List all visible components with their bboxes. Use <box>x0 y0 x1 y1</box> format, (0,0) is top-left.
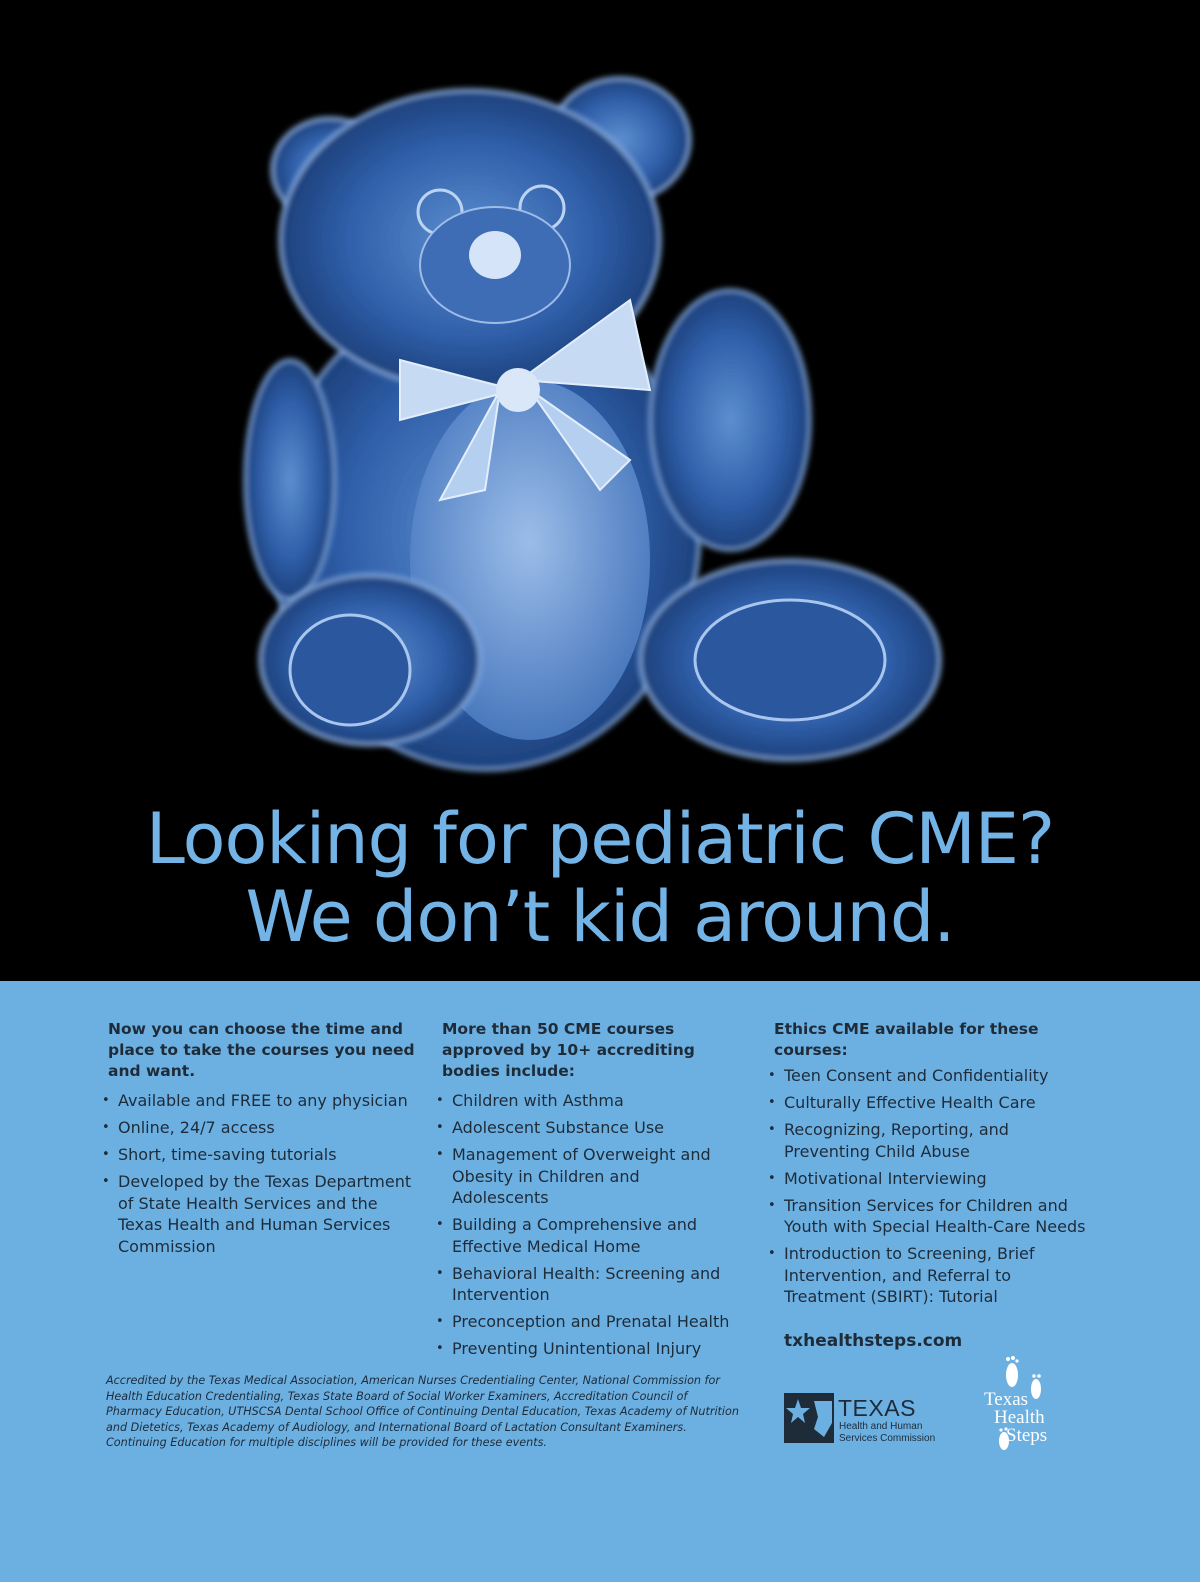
accreditation-text: Accredited by the Texas Medical Association, American Nurses Credentialing Center, National Commission for Health Education Credentialing, Texas State Board of Social Worker Examiners, Accreditation Council of Pharmacy Education, UTHSCSA Dental School Office of Continuing Dental Education, Texas Academy of Nutrition and Dietetics, Texas Academy of Audiology, and International Board of Lactation Consultant Examiners. Continuing Education for multiple disciplines will be provided for these events. <box>106 1374 739 1450</box>
list-item: • Online, 24/7 access <box>102 1117 422 1139</box>
column-heading: Ethics CME available for these courses: <box>774 1020 1039 1059</box>
hhs-logo-name: TEXAS <box>838 1395 916 1421</box>
headline <box>0 800 1200 956</box>
headline-line-1: Looking for pediatric CME? <box>145 798 1055 880</box>
website-link[interactable]: txhealthsteps.com <box>784 1331 963 1351</box>
list-item: • Short, time-saving tutorials <box>102 1144 422 1166</box>
list-item: • Introduction to Screening, Brief Intervention, and Referral to Treatment (SBIRT): Tutorial <box>768 1243 1088 1308</box>
benefits-list <box>102 1090 422 1257</box>
info-section <box>0 981 1200 1582</box>
texas-health-steps-logo <box>984 1353 1070 1453</box>
list-item: • Adolescent Substance Use <box>436 1117 736 1139</box>
list-item: • Building a Comprehensive and Effective Medical Home <box>436 1214 736 1257</box>
list-item: • Culturally Effective Health Care <box>768 1092 1088 1114</box>
column-heading: More than 50 CME courses approved by 10+ accrediting bodies include: <box>442 1020 695 1080</box>
list-item: • Motivational Interviewing <box>768 1168 1088 1190</box>
ethics-list <box>768 1065 1088 1308</box>
courses-list <box>436 1090 736 1360</box>
list-item: • Recognizing, Reporting, and Preventing Child Abuse <box>768 1119 1088 1162</box>
ths-logo-line-2: Health <box>994 1407 1045 1428</box>
column-heading: Now you can choose the time and place to take the courses you need and want. <box>108 1020 415 1080</box>
ths-logo-text <box>984 1391 1070 1445</box>
hhs-logo-sub-line-2: Services Commission <box>839 1433 936 1444</box>
list-item: • Transition Services for Children and Youth with Special Health-Care Needs <box>768 1195 1088 1238</box>
ths-logo-line-1: Texas <box>984 1389 1029 1410</box>
list-item: • Teen Consent and Confidentiality <box>768 1065 1088 1087</box>
list-item: • Preconception and Prenatal Health <box>436 1311 736 1333</box>
hhs-logo-subtitle <box>839 1421 935 1445</box>
list-item: • Preventing Unintentional Injury <box>436 1338 736 1360</box>
column-benefits <box>102 1019 422 1263</box>
texas-star-icon <box>784 1393 834 1443</box>
ths-logo-line-3: Steps <box>1006 1425 1048 1446</box>
column-courses <box>436 1019 736 1365</box>
list-item: • Available and FREE to any physician <box>102 1090 422 1112</box>
list-item: • Management of Overweight and Obesity in Children and Adolescents <box>436 1144 736 1209</box>
column-ethics <box>768 1019 1088 1313</box>
texas-hhs-logo <box>784 1393 944 1445</box>
hhs-logo-sub-line-1: Health and Human <box>839 1421 923 1432</box>
headline-line-2: We don’t kid around. <box>245 876 955 958</box>
list-item: • Children with Asthma <box>436 1090 736 1112</box>
list-item: • Behavioral Health: Screening and Intervention <box>436 1263 736 1306</box>
teddy-bear-xray-image <box>230 60 990 800</box>
list-item: • Developed by the Texas Department of State Health Services and the Texas Health and Human Services Commission <box>102 1171 422 1257</box>
